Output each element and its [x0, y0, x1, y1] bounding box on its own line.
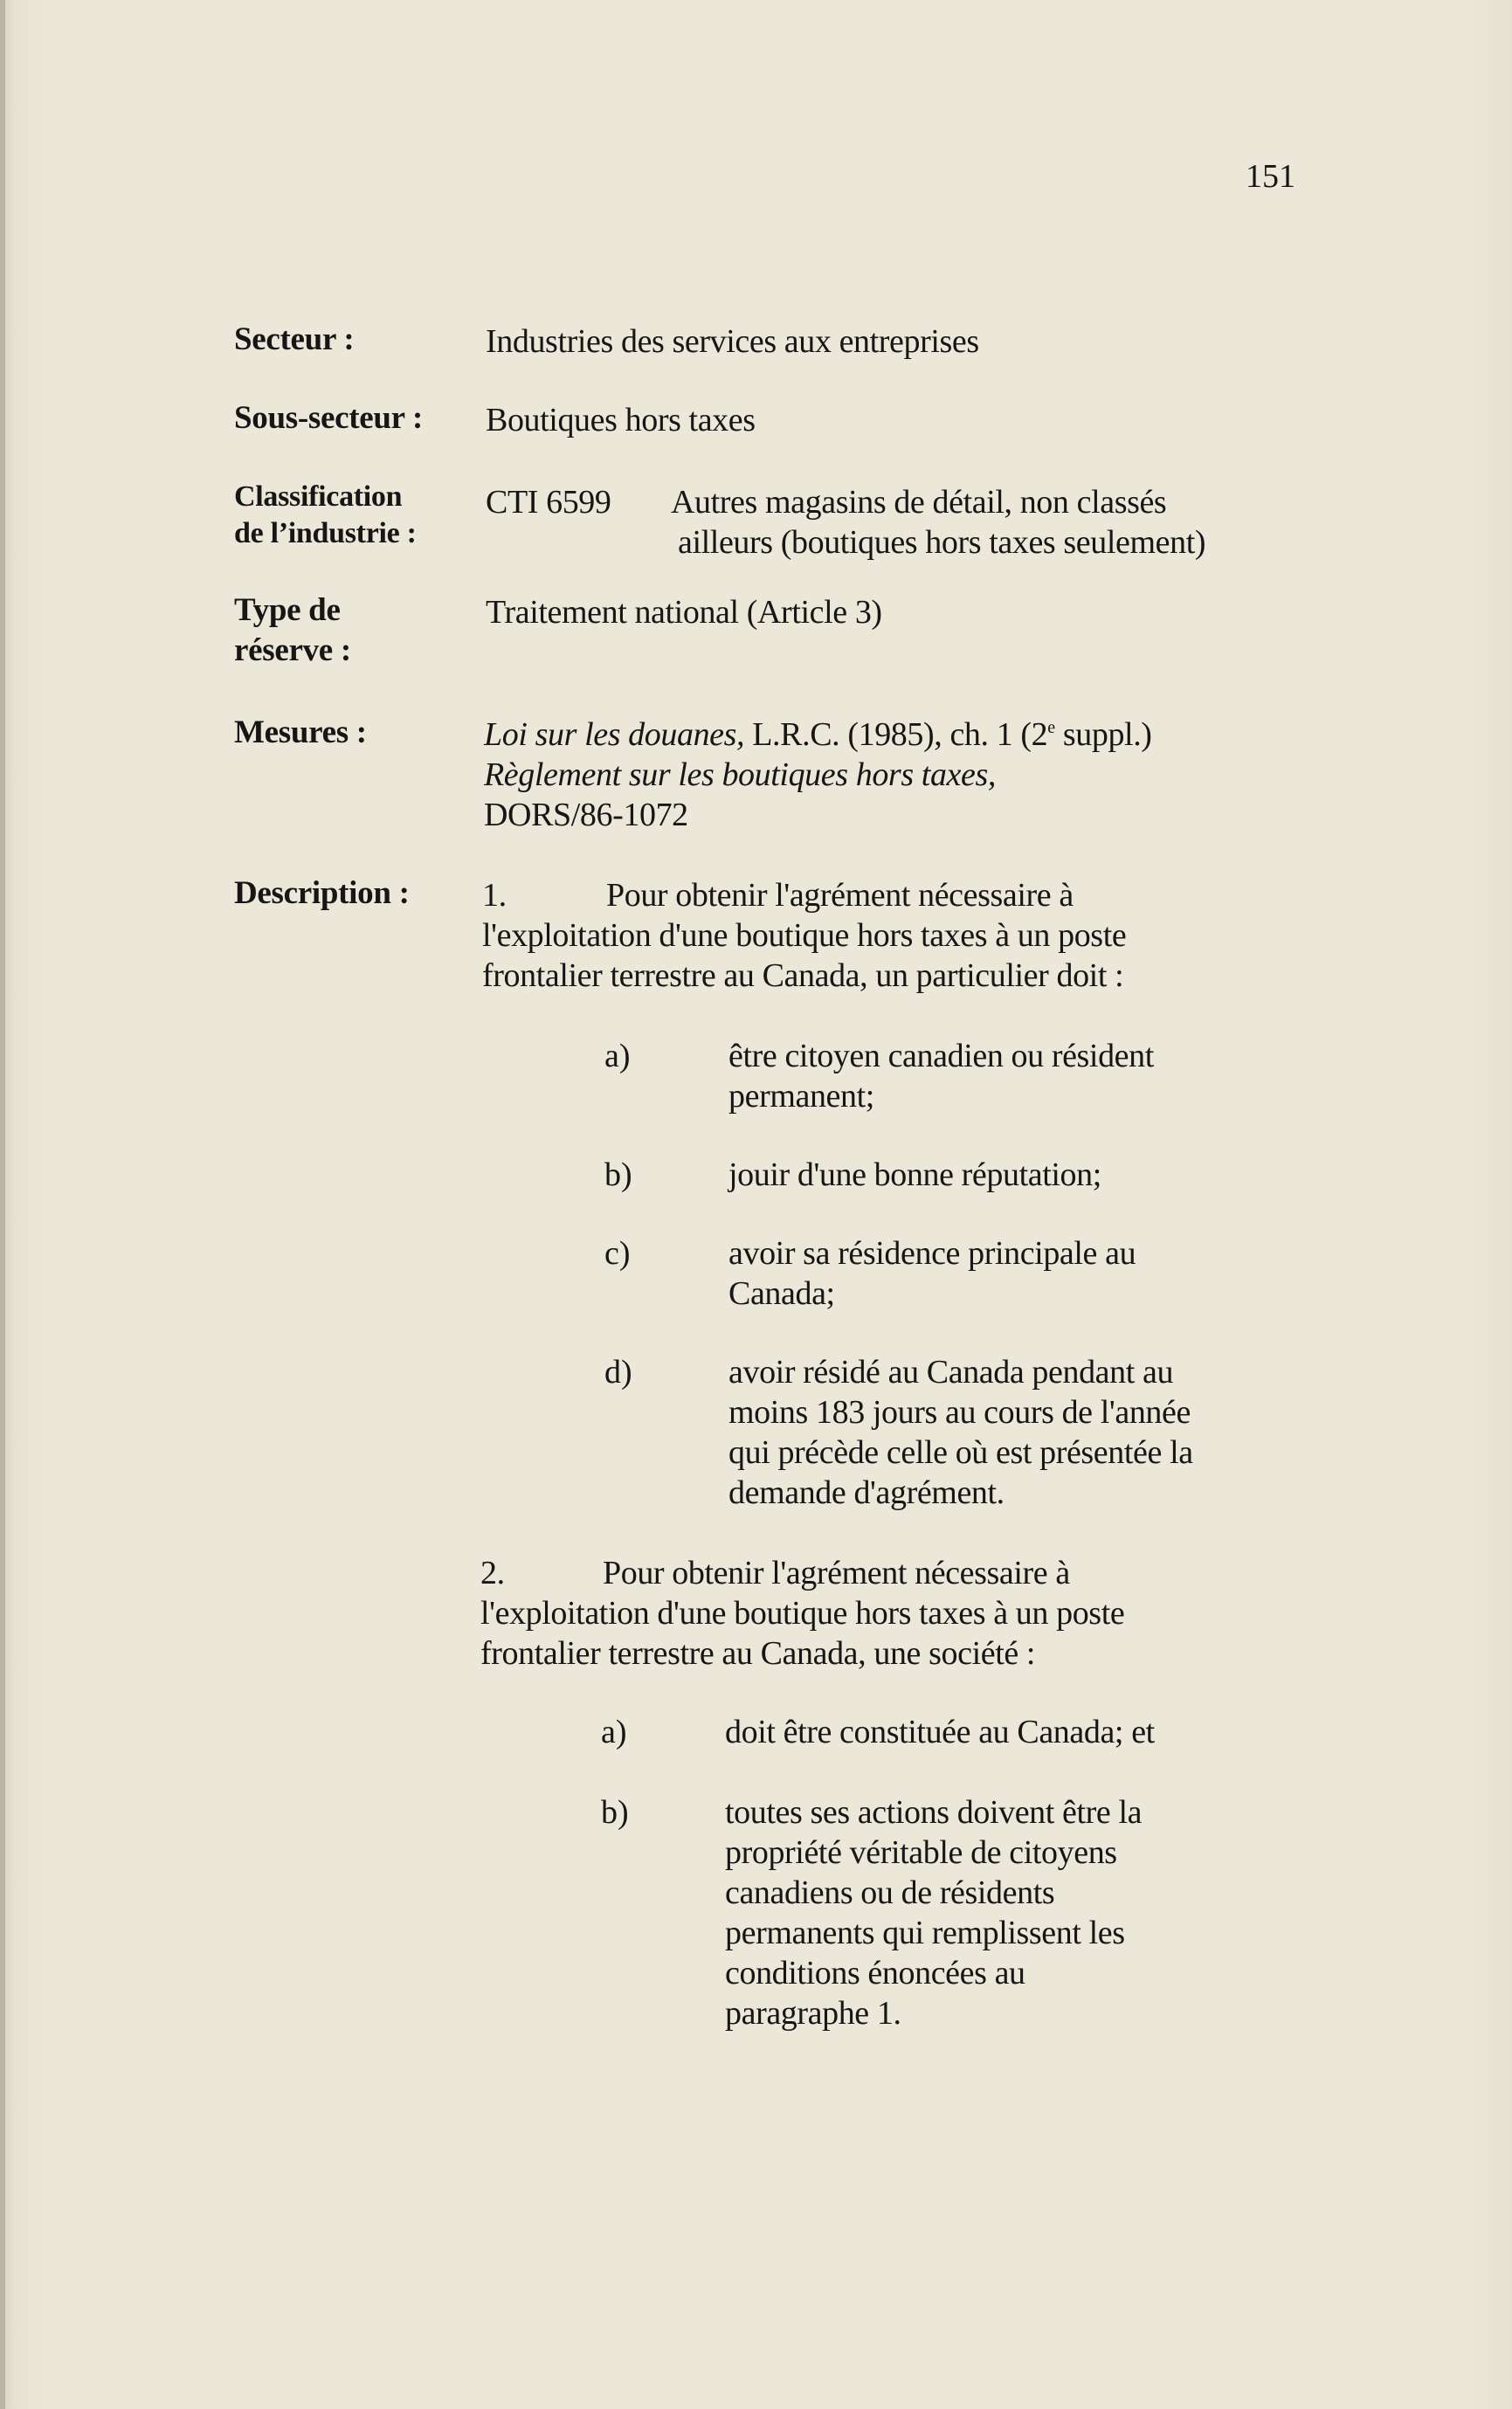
page-number: 151	[1246, 158, 1295, 195]
mesures-line-1-title: Loi sur les douanes,	[484, 716, 745, 753]
list-item-1d-line-2: moins 183 jours au cours de l'année	[728, 1394, 1191, 1431]
list-item-2b-line-3: canadiens ou de résidents	[725, 1874, 1055, 1911]
paragraph-1-line-1: Pour obtenir l'agrément nécessaire à	[606, 877, 1074, 914]
list-item-1c-line-1: avoir sa résidence principale au	[728, 1235, 1136, 1272]
mesures-line-1: Loi sur les douanes, L.R.C. (1985), ch. 1 (2e suppl.)	[484, 716, 1152, 753]
list-item-2b-line-2: propriété véritable de citoyens	[725, 1834, 1117, 1871]
list-item-1d-line-1: avoir résidé au Canada pendant au	[728, 1354, 1174, 1391]
sous-secteur-value: Boutiques hors taxes	[486, 402, 756, 438]
list-marker-1b: b)	[604, 1156, 632, 1193]
paragraph-2-line-1: Pour obtenir l'agrément nécessaire à	[603, 1555, 1070, 1591]
paragraph-1-number: 1.	[482, 877, 507, 914]
binding-edge	[0, 0, 5, 2409]
list-item-2b-line-1: toutes ses actions doivent être la	[725, 1794, 1143, 1831]
list-item-2b-line-4: permanents qui remplissent les	[725, 1915, 1125, 1951]
list-marker-2b: b)	[601, 1794, 629, 1831]
paragraph-2-line-2: l'exploitation d'une boutique hors taxes à un poste	[480, 1595, 1125, 1632]
sous-secteur-label: Sous-secteur :	[234, 400, 424, 436]
list-item-1d-line-3: qui précède celle où est présentée la	[728, 1434, 1193, 1471]
type-reserve-label-1: Type de	[234, 592, 341, 628]
description-label: Description :	[234, 875, 410, 911]
list-marker-1c: c)	[604, 1235, 631, 1272]
list-marker-2a: a)	[601, 1714, 627, 1750]
mesures-line-2: Règlement sur les boutiques hors taxes,	[484, 756, 996, 793]
list-item-2a-line-1: doit être constituée au Canada; et	[725, 1714, 1155, 1750]
list-item-1c-line-2: Canada;	[728, 1275, 835, 1312]
list-item-2b-line-5: conditions énoncées au	[725, 1955, 1025, 1991]
list-item-1d-line-4: demande d'agrément.	[728, 1474, 1005, 1511]
secteur-value: Industries des services aux entreprises	[486, 323, 979, 360]
classification-label-1: Classification	[234, 480, 403, 513]
secteur-label: Secteur :	[234, 321, 355, 357]
list-item-2b-line-6: paragraphe 1.	[725, 1995, 901, 2032]
list-item-1b-line-1: jouir d'une bonne réputation;	[728, 1156, 1101, 1193]
paragraph-2-line-3: frontalier terrestre au Canada, une société :	[480, 1635, 1036, 1672]
classification-desc-2: ailleurs (boutiques hors taxes seulement)	[678, 524, 1206, 561]
list-item-1a-line-1: être citoyen canadien ou résident	[728, 1038, 1154, 1074]
list-item-1a-line-2: permanent;	[728, 1078, 874, 1115]
type-reserve-value: Traitement national (Article 3)	[486, 594, 882, 631]
paragraph-1-line-2: l'exploitation d'une boutique hors taxes à un poste	[482, 917, 1127, 954]
type-reserve-label-2: réserve :	[234, 632, 351, 668]
classification-label-2: de l’industrie :	[234, 517, 417, 549]
list-marker-1a: a)	[604, 1038, 631, 1074]
mesures-line-3: DORS/86-1072	[484, 797, 688, 833]
paragraph-1-line-3: frontalier terrestre au Canada, un particulier doit :	[482, 957, 1124, 994]
mesures-label: Mesures :	[234, 714, 367, 750]
classification-desc-1: Autres magasins de détail, non classés	[671, 484, 1167, 521]
classification-code: CTI 6599	[486, 484, 611, 521]
list-marker-1d: d)	[604, 1354, 632, 1391]
paragraph-2-number: 2.	[480, 1555, 505, 1591]
